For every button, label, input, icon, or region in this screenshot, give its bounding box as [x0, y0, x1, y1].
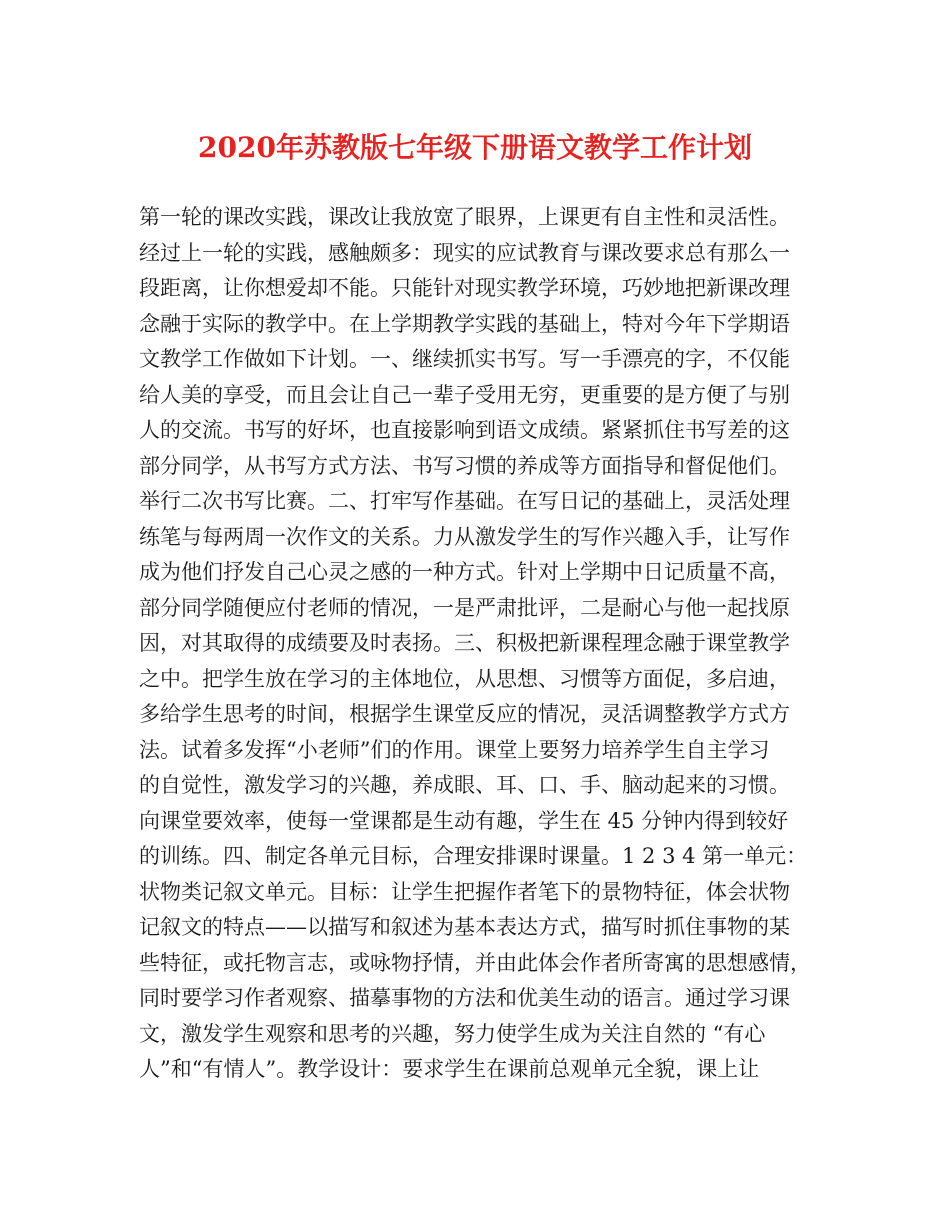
- text-line: 给人美的享受，而且会让自己一辈子受用无穷，更重要的是方便了与别: [139, 382, 790, 407]
- text-line: 文教学工作做如下计划。一、继续抓实书写。写一手漂亮的字，不仅能: [139, 347, 790, 371]
- text-line: 之中。把学生放在学习的主体地位，从思想、习惯等方面促，多启迪，: [139, 666, 790, 691]
- text-line: 的训练。四、制定各单元目标，合理安排课时课量。1 2 3 4 第一单元：: [139, 844, 808, 868]
- text-line: 状物类记叙文单元。目标：让学生把握作者笔下的景物特征，体会状物: [139, 879, 790, 904]
- text-line: 段距离，让你想爱却不能。只能针对现实教学环境，巧妙地把新课改理: [139, 276, 790, 300]
- text-line: 多给学生思考的时间，根据学生课堂反应的情况，灵活调整教学方式方: [139, 702, 790, 726]
- text-line: 些特征，或托物言志，或咏物抒情，并由此体会作者所寄寓的思想感情，: [139, 950, 811, 975]
- text-line: 人”和“有情人”。教学设计：要求学生在课前总观单元全貌，课上让: [139, 1057, 760, 1081]
- text-line: 同时要学习作者观察、描摹事物的方法和优美生动的语言。通过学习课: [139, 986, 790, 1010]
- document-title: 2020年苏教版七年级下册语文教学工作计划: [198, 131, 752, 164]
- text-line: 记叙文的特点——以描写和叙述为基本表达方式，描写时抓住事物的某: [139, 915, 790, 939]
- text-line: 念融于实际的教学中。在上学期教学实践的基础上，特对今年下学期语: [139, 311, 790, 336]
- text-line: 人的交流。书写的好坏，也直接影响到语文成绩。紧紧抓住书写差的这: [139, 418, 790, 442]
- text-line: 成为他们抒发自己心灵之感的一种方式。针对上学期中日记质量不高，: [139, 560, 790, 584]
- text-line: 部分同学随便应付老师的情况，一是严肃批评，二是耐心与他一起找原: [139, 595, 790, 620]
- text-line: 经过上一轮的实践，感触颇多：现实的应试教育与课改要求总有那么一: [139, 240, 790, 265]
- text-line: 举行二次书写比赛。二、打牢写作基础。在写日记的基础上，灵活处理: [139, 489, 790, 513]
- text-line: 法。试着多发挥“小老师”们的作用。课堂上要努力培养学生自主学习: [139, 737, 770, 762]
- text-line: 文，激发学生观察和思考的兴趣，努力使学生成为关注自然的 “有心: [139, 1021, 766, 1046]
- text-line: 部分同学，从书写方式方法、书写习惯的养成等方面指导和督促他们。: [139, 453, 790, 478]
- document-body: [139, 200, 827, 1088]
- text-line: 因，对其取得的成绩要及时表扬。三、积极把新课程理念融于课堂教学: [139, 631, 790, 655]
- text-line: 练笔与每两周一次作文的关系。力从激发学生的写作兴趣入手，让写作: [139, 524, 790, 549]
- text-line: 的自觉性，激发学习的兴趣，养成眼、耳、口、手、脑动起来的习惯。: [139, 773, 790, 797]
- text-line: 向课堂要效率，使每一堂课都是生动有趣，学生在 45 分钟内得到较好: [139, 808, 789, 833]
- text-line: 第一轮的课改实践，课改让我放宽了眼界，上课更有自主性和灵活性。: [139, 205, 790, 229]
